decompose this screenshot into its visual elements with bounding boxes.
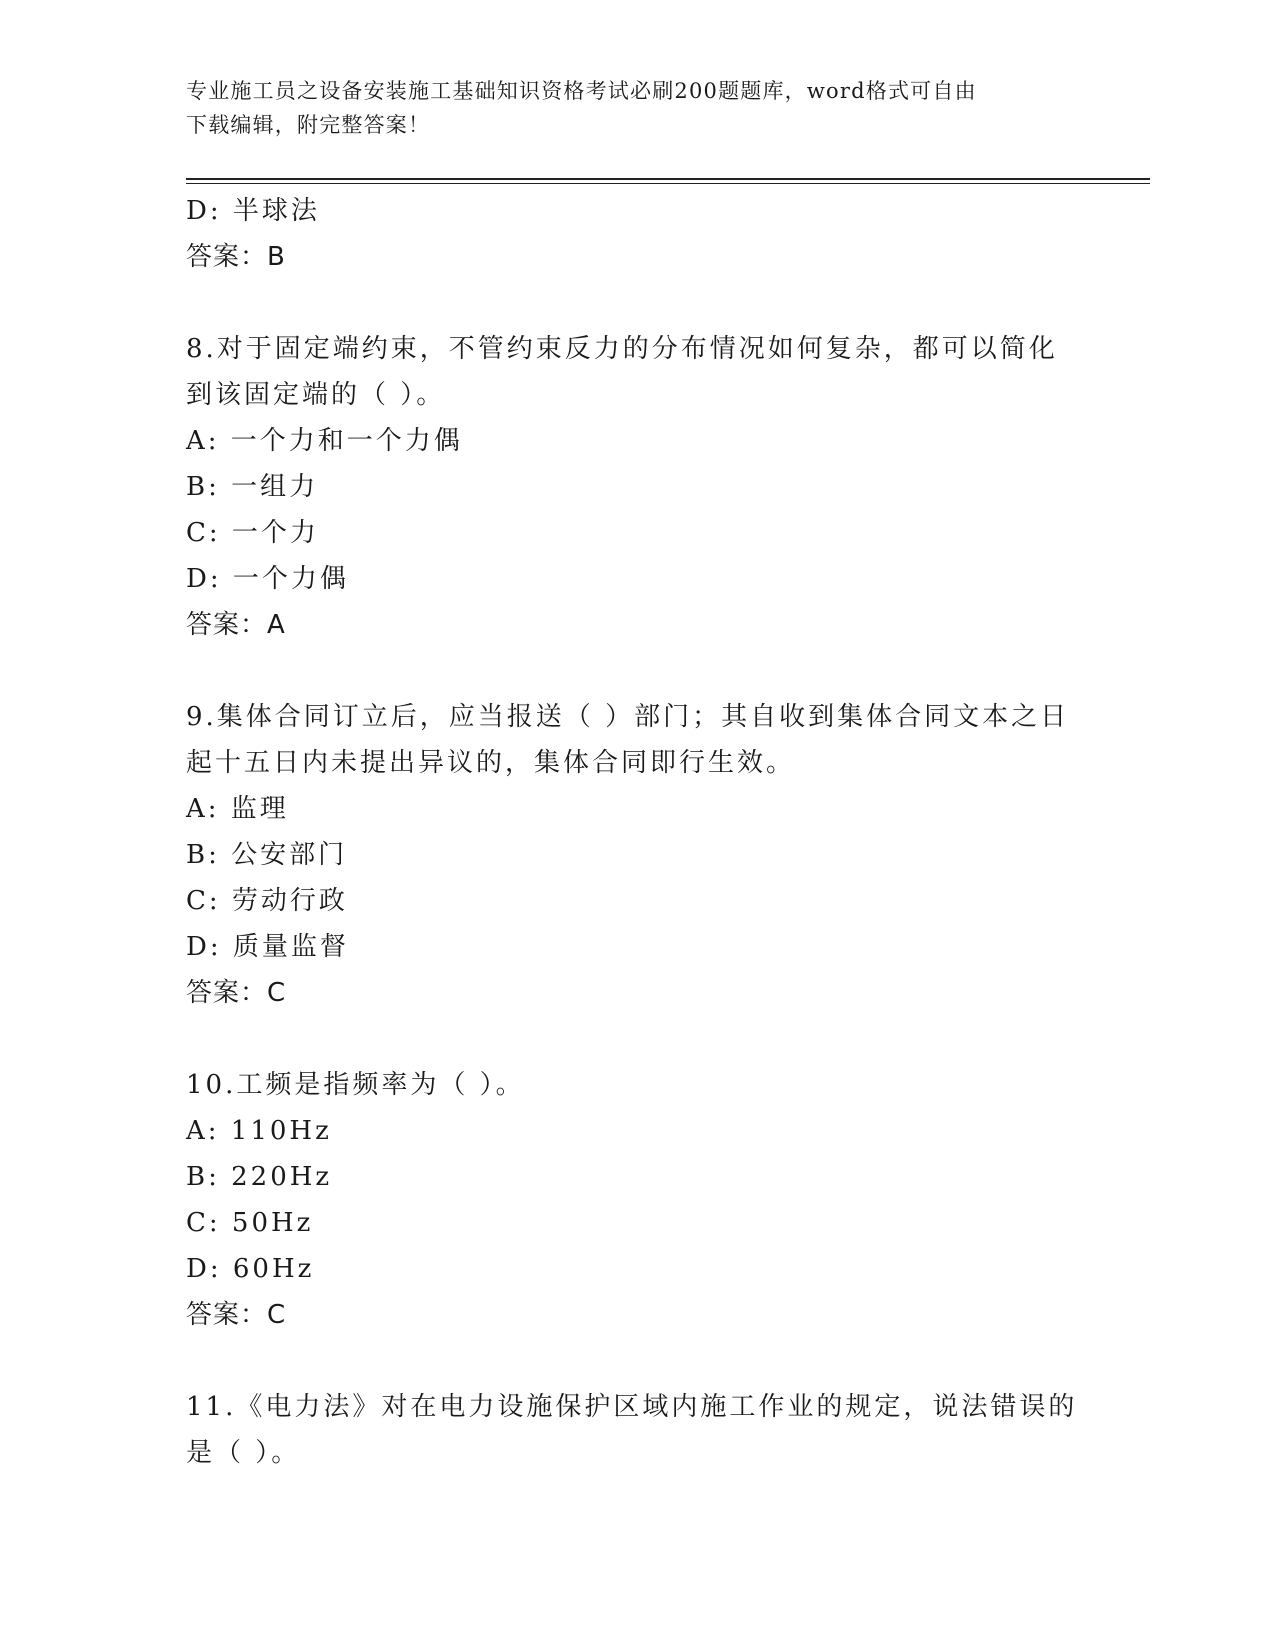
q9-option-a: A: 监理	[186, 794, 289, 824]
spacer	[186, 1338, 1086, 1384]
q8-answer: 答案：A	[186, 610, 286, 640]
q9-stem-line-1: 9.集体合同订立后，应当报送（ ）部门；其自收到集体合同文本之日	[186, 702, 1070, 732]
q10-option-c: C: 50Hz	[186, 1208, 314, 1238]
header-title-line-2: 下载编辑，附完整答案！	[186, 113, 431, 137]
question-list	[186, 188, 1086, 1476]
q8-option-d: D: 一个力偶	[186, 564, 349, 594]
q8-option-c: C: 一个力	[186, 518, 319, 548]
q9-stem-line-2: 起十五日内未提出异议的，集体合同即行生效。	[186, 748, 796, 778]
q8-stem-line-1: 8.对于固定端约束，不管约束反力的分布情况如何复杂，都可以简化	[186, 334, 1058, 364]
q8-option-a: A: 一个力和一个力偶	[186, 426, 463, 456]
q10-answer: 答案：C	[186, 1300, 287, 1330]
q10-stem-line-1: 10.工频是指频率为（ ）。	[186, 1070, 525, 1100]
spacer	[186, 648, 1086, 694]
q9-answer: 答案：C	[186, 978, 287, 1008]
spacer	[186, 280, 1086, 326]
q11-stem-line-2: 是（ ）。	[186, 1438, 301, 1468]
q10-option-b: B: 220Hz	[186, 1162, 333, 1192]
q7-option-d: D: 半球法	[186, 196, 320, 226]
q9-option-c: C: 劳动行政	[186, 886, 348, 916]
document-header	[186, 74, 1066, 142]
q7-answer: 答案：B	[186, 242, 286, 272]
q10-option-d: D: 60Hz	[186, 1254, 315, 1284]
q9-option-d: D: 质量监督	[186, 932, 349, 962]
q11-stem-line-1: 11.《电力法》对在电力设施保护区域内施工作业的规定，说法错误的	[186, 1392, 1078, 1422]
header-divider-thick	[186, 178, 1150, 180]
q10-option-a: A: 110Hz	[186, 1116, 332, 1146]
q8-stem-line-2: 到该固定端的（ ）。	[186, 380, 446, 410]
q8-option-b: B: 一组力	[186, 472, 319, 502]
spacer	[186, 1016, 1086, 1062]
header-divider-thin	[186, 183, 1150, 184]
header-title-line-1: 专业施工员之设备安装施工基础知识资格考试必刷200题题库，word格式可自由	[186, 79, 977, 103]
q9-option-b: B: 公安部门	[186, 840, 348, 870]
